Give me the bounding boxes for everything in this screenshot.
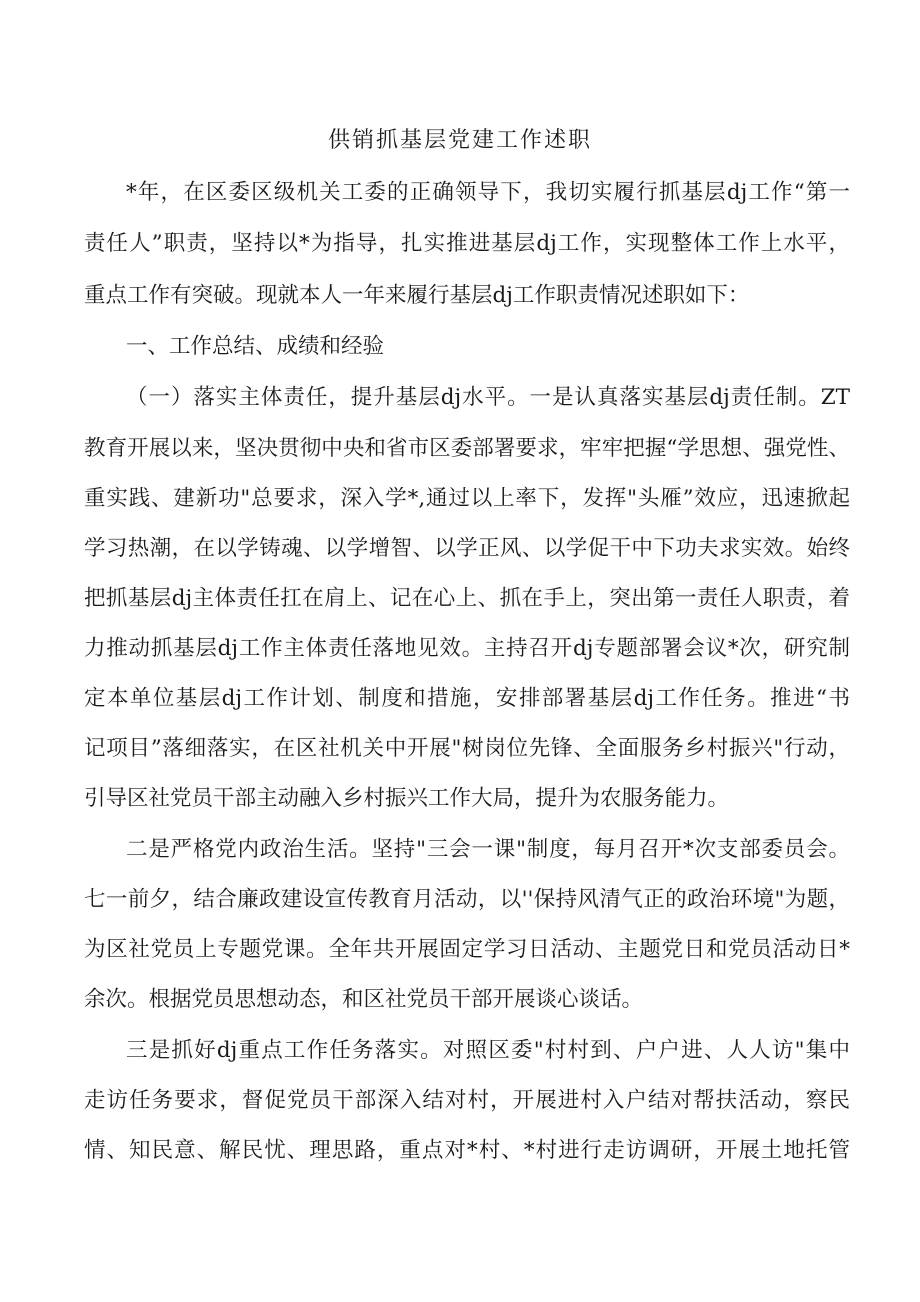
paragraph-2-line-6: 力推动抓基层dj工作主体责任落地见效。主持召开dj专题部署会议*次，研究制 (84, 636, 850, 661)
document-title: 供销抓基层党建工作述职 (327, 128, 592, 153)
paragraph-1-line-3: 重点工作有突破。现就本人一年来履行基层dj工作职责情况述职如下： (84, 283, 750, 308)
paragraph-3-line-2: 七一前夕，结合廉政建设宣传教育月活动，以''保持风清气正的政治环境"为题， (84, 887, 850, 912)
paragraph-2-line-4: 学习热潮，在以学铸魂、以学增智、以学正风、以学促干中下功夫求实效。始终 (84, 536, 850, 561)
paragraph-4-line-2: 走访任务要求，督促党员干部深入结对村，开展进村入户结对帮扶活动，察民 (84, 1088, 850, 1113)
paragraph-2-line-2: 教育开展以来，坚决贯彻中央和省市区委部署要求，牢牢把握“学思想、强党性、 (84, 436, 850, 461)
paragraph-2-line-9: 引导区社党员干部主动融入乡村振兴工作大局，提升为农服务能力。 (84, 786, 730, 811)
paragraph-4-line-3: 情、知民意、解民忧、理思路，重点对*村、*村进行走访调研，开展土地托管 (84, 1138, 850, 1163)
paragraph-2-line-8: 记项目”落细落实，在区社机关中开展"树岗位先锋、全面服务乡村振兴"行动， (84, 736, 850, 761)
paragraph-2-line-1: （一）落实主体责任，提升基层dj水平。一是认真落实基层dj责任制。ZT (126, 385, 850, 410)
paragraph-3-line-1: 二是严格党内政治生活。坚持"三会一课"制度，每月召开*次支部委员会。 (126, 837, 850, 862)
paragraph-3-line-3: 为区社党员上专题党课。全年共开展固定学习日活动、主题党日和党员活动日* (84, 937, 850, 962)
section-heading-1: 一、工作总结、成绩和经验 (126, 334, 385, 359)
paragraph-2-line-7: 定本单位基层dj工作计划、制度和措施，安排部署基层dj工作任务。推进“书 (84, 686, 850, 711)
paragraph-1-line-1: *年，在区委区级机关工委的正确领导下，我切实履行抓基层dj工作“第一 (126, 180, 850, 205)
paragraph-2-line-3: 重实践、建新功"总要求，深入学*,通过以上率下，发挥"头雁”效应，迅速掀起 (84, 486, 850, 511)
paragraph-4-line-1: 三是抓好dj重点工作任务落实。对照区委"村村到、户户进、人人访"集中 (126, 1038, 850, 1063)
paragraph-1-line-2: 责任人”职责，坚持以*为指导，扎实推进基层dj工作，实现整体工作上水平， (84, 231, 850, 256)
paragraph-2-line-5: 把抓基层dj主体责任扛在肩上、记在心上、抓在手上，突出第一责任人职责，着 (84, 586, 850, 611)
paragraph-3-line-4: 余次。根据党员思想动态，和区社党员干部开展谈心谈话。 (84, 987, 644, 1012)
